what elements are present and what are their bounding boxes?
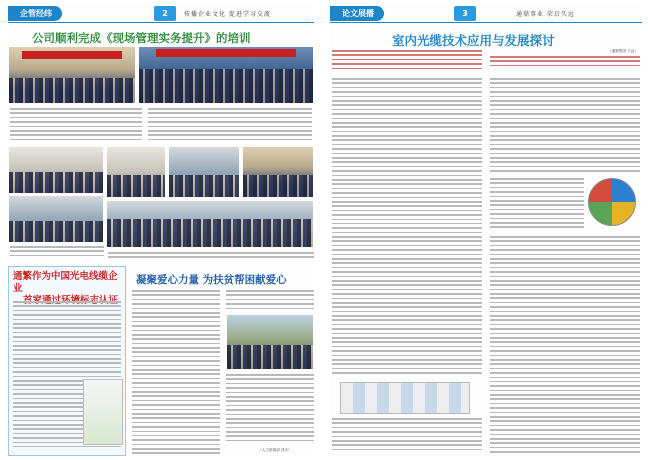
article-body-col1 <box>332 418 482 456</box>
article1-conclusion-text <box>108 252 314 264</box>
practice-photo <box>168 146 240 198</box>
audience-photo <box>242 146 314 198</box>
article3-text-block <box>226 374 314 448</box>
section-tag: 企管经纬 <box>8 6 62 21</box>
header-rule <box>8 22 314 23</box>
article-body-col2 <box>490 78 640 176</box>
cable-structure-diagram <box>340 382 470 414</box>
page-number: 3 <box>454 6 476 21</box>
training-hall-photo <box>8 46 136 104</box>
article-headline: 室内光缆技术应用与发展探讨 <box>392 33 555 48</box>
article-body-col2 <box>490 178 584 234</box>
right-newspaper-page <box>330 4 642 456</box>
team-exercise-photo <box>106 200 314 248</box>
article1-text-block <box>10 108 142 144</box>
donation-photo <box>226 314 314 370</box>
cable-cross-section-figure <box>588 178 636 226</box>
certificate-image <box>83 379 123 445</box>
article3-text-block <box>226 290 314 312</box>
article1-headline: 公司顺利完成《现场管理实务提升》的培训 <box>32 31 251 45</box>
workshop-photo <box>8 195 104 243</box>
group-photo <box>138 46 314 104</box>
article1-text-block <box>148 108 312 144</box>
article2-headline-line1: 通繁作为中国光电线缆企业 <box>13 271 118 294</box>
left-newspaper-page <box>8 4 314 456</box>
page-header <box>330 4 642 24</box>
classroom-photo <box>8 146 104 194</box>
article2-box <box>8 266 126 456</box>
lecture-photo <box>106 146 166 198</box>
article3-headline: 凝聚爱心力量 为扶贫帮困献爱心 <box>136 274 287 286</box>
header-rule <box>330 22 642 23</box>
abstract-block <box>490 56 640 74</box>
page-number: 2 <box>154 6 176 21</box>
photo-caption-text <box>10 246 104 262</box>
page-motto: 通鼎事业 荣启久远 <box>516 11 575 18</box>
abstract-block <box>332 50 482 74</box>
article3-text-block <box>132 290 220 456</box>
article-body-col2 <box>490 236 640 456</box>
article-body-col1 <box>332 78 482 378</box>
section-tag: 论文展播 <box>330 6 384 21</box>
article3-byline: （人力资源部 钱丰） <box>258 448 292 452</box>
page-motto: 传播企业文化 促进学习交流 <box>184 11 271 18</box>
page-header <box>8 4 314 24</box>
article-author: （通鼎集团 天达） <box>608 49 638 53</box>
